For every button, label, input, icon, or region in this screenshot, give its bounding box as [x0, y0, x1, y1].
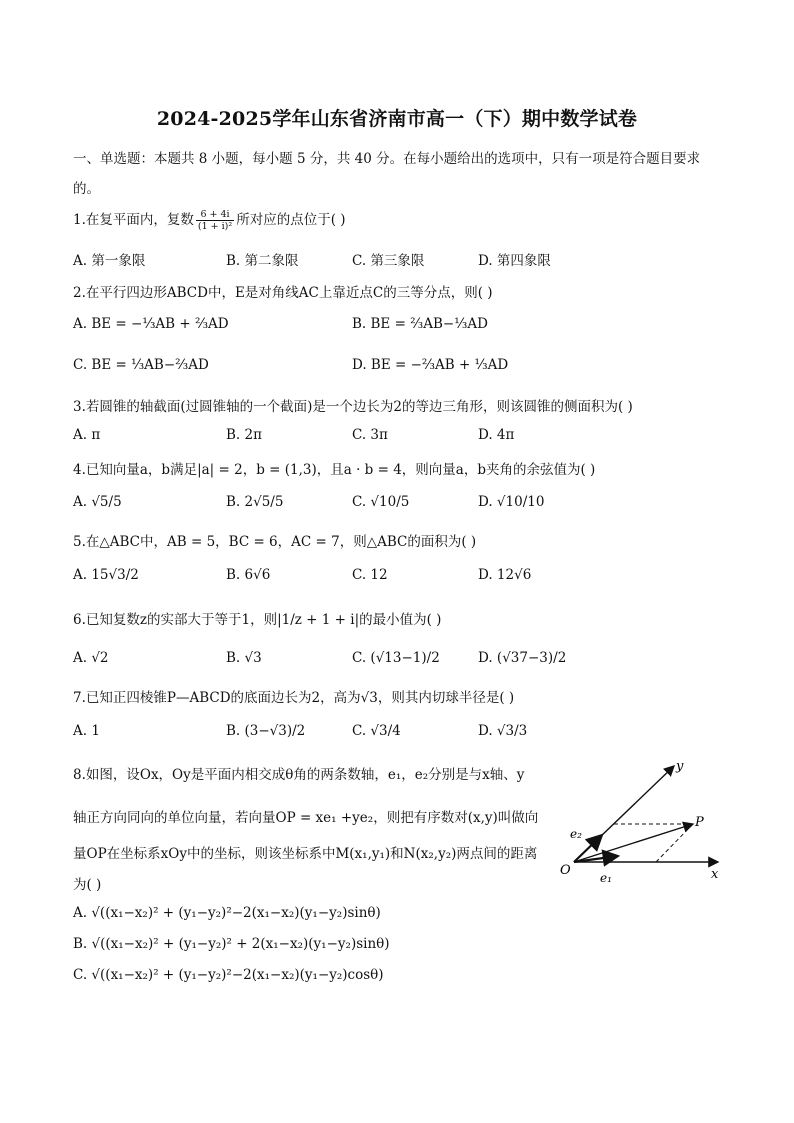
- question-4-option-d: D. √10/10: [478, 494, 545, 510]
- op-vector: [574, 824, 693, 862]
- question-6-stem: 6.已知复数z的实部大于等于1，则|1/z + 1 + i|的最小值为( ): [73, 612, 442, 628]
- question-8-line1: 8.如图，设Ox，Oy是平面内相交成θ角的两条数轴，e₁，e₂分别是与x轴、y: [73, 767, 525, 783]
- question-3-option-a: A. π: [73, 427, 101, 443]
- question-3-stem: 3.若圆锥的轴截面(过圆锥轴的一个截面)是一个边长为2的等边三角形，则该圆锥的侧面积为( ): [73, 399, 633, 415]
- e1-label: e₁: [600, 871, 612, 885]
- origin-label: O: [560, 863, 571, 878]
- oblique-coordinate-figure: [556, 752, 731, 888]
- question-6-option-a: A. √2: [73, 650, 109, 666]
- question-5-option-b: B. 6√6: [226, 567, 271, 583]
- question-2-stem: 2.在平行四边形ABCD中，E是对角线AC上靠近点C的三等分点，则( ): [73, 285, 493, 301]
- question-3-option-c: C. 3π: [352, 427, 388, 443]
- question-8-line4: 为( ): [73, 877, 102, 893]
- question-1-option-d: D. 第四象限: [478, 253, 551, 269]
- question-1-option-a: A. 第一象限: [73, 253, 146, 269]
- question-6-option-c: C. (√13−1)/2: [352, 650, 440, 666]
- question-5-option-d: D. 12√6: [478, 567, 532, 583]
- question-8-line3: 量OP在坐标系xOy中的坐标，则该坐标系中M(x₁,y₁)和N(x₂,y₂)两点间的距离: [73, 846, 538, 862]
- question-1-option-c: C. 第三象限: [352, 253, 425, 269]
- question-7-stem: 7.已知正四棱锥P—ABCD的底面边长为2，高为√3，则其内切球半径是( ): [73, 690, 515, 706]
- question-2-option-b: B. BE = ⅔AB−⅓AD: [352, 316, 488, 332]
- question-8-line2: 轴正方向同向的单位向量，若向量OP = xe₁ +ye₂，则把有序数对(x,y)叫做向: [73, 810, 539, 826]
- question-2-option-c: C. BE = ⅓AB−⅔AD: [73, 357, 209, 373]
- question-8-option-a: A. √((x₁−x₂)² + (y₁−y₂)²−2(x₁−x₂)(y₁−y₂)sinθ): [73, 905, 381, 921]
- question-7-option-c: C. √3/4: [352, 723, 401, 739]
- question-4-option-a: A. √5/5: [73, 494, 122, 510]
- point-p-label: P: [695, 815, 704, 830]
- page-title: 2024-2025学年山东省济南市高一（下）期中数学试卷: [156, 108, 638, 130]
- question-7-option-a: A. 1: [73, 723, 100, 739]
- question-4-option-c: C. √10/5: [352, 494, 410, 510]
- section-instructions-line2: 的。: [73, 181, 100, 197]
- question-4-option-b: B. 2√5/5: [226, 494, 284, 510]
- question-5-stem: 5.在△ABC中，AB = 5，BC = 6，AC = 7，则△ABC的面积为( ): [73, 534, 477, 550]
- question-4-stem: 4.已知向量a，b满足|a| = 2，b = (1,3)，且a · b = 4，则向量a，b夹角的余弦值为( ): [73, 462, 596, 478]
- section-instructions-line1: 一、单选题：本题共 8 小题，每小题 5 分，共 40 分。在每小题给出的选项中，只有一项是符合题目要求: [73, 151, 701, 167]
- question-6-option-d: D. (√37−3)/2: [478, 650, 567, 666]
- question-6-option-b: B. √3: [226, 650, 262, 666]
- question-7-option-d: D. √3/3: [478, 723, 528, 739]
- question-3-option-d: D. 4π: [478, 427, 515, 443]
- question-1-option-b: B. 第二象限: [226, 253, 299, 269]
- question-5-option-a: A. 15√3/2: [73, 567, 139, 583]
- question-7-option-b: B. (3−√3)/2: [226, 723, 306, 739]
- question-2-option-a: A. BE = −⅓AB + ⅔AD: [73, 316, 229, 332]
- question-5-option-c: C. 12: [352, 567, 388, 583]
- question-3-option-b: B. 2π: [226, 427, 262, 443]
- y-axis-label: y: [676, 759, 684, 774]
- question-1-fraction: $\frac{6 + 4i}{\text{(1 + i)²}}$: [197, 209, 233, 232]
- question-8-option-b: B. √((x₁−x₂)² + (y₁−y₂)² + 2(x₁−x₂)(y₁−y₂)sinθ): [73, 936, 390, 952]
- x-axis-label: x: [711, 867, 719, 882]
- e2-label: e₂: [570, 827, 582, 841]
- question-1-stem: 1.在复平面内，复数 $\frac{6 + 4i}{\text{(1 + i)²}}$ 所对应的点位于( ): [73, 209, 346, 232]
- question-8-option-c: C. √((x₁−x₂)² + (y₁−y₂)²−2(x₁−x₂)(y₁−y₂)cosθ): [73, 967, 384, 983]
- question-2-option-d: D. BE = −⅔AB + ⅓AD: [352, 357, 509, 373]
